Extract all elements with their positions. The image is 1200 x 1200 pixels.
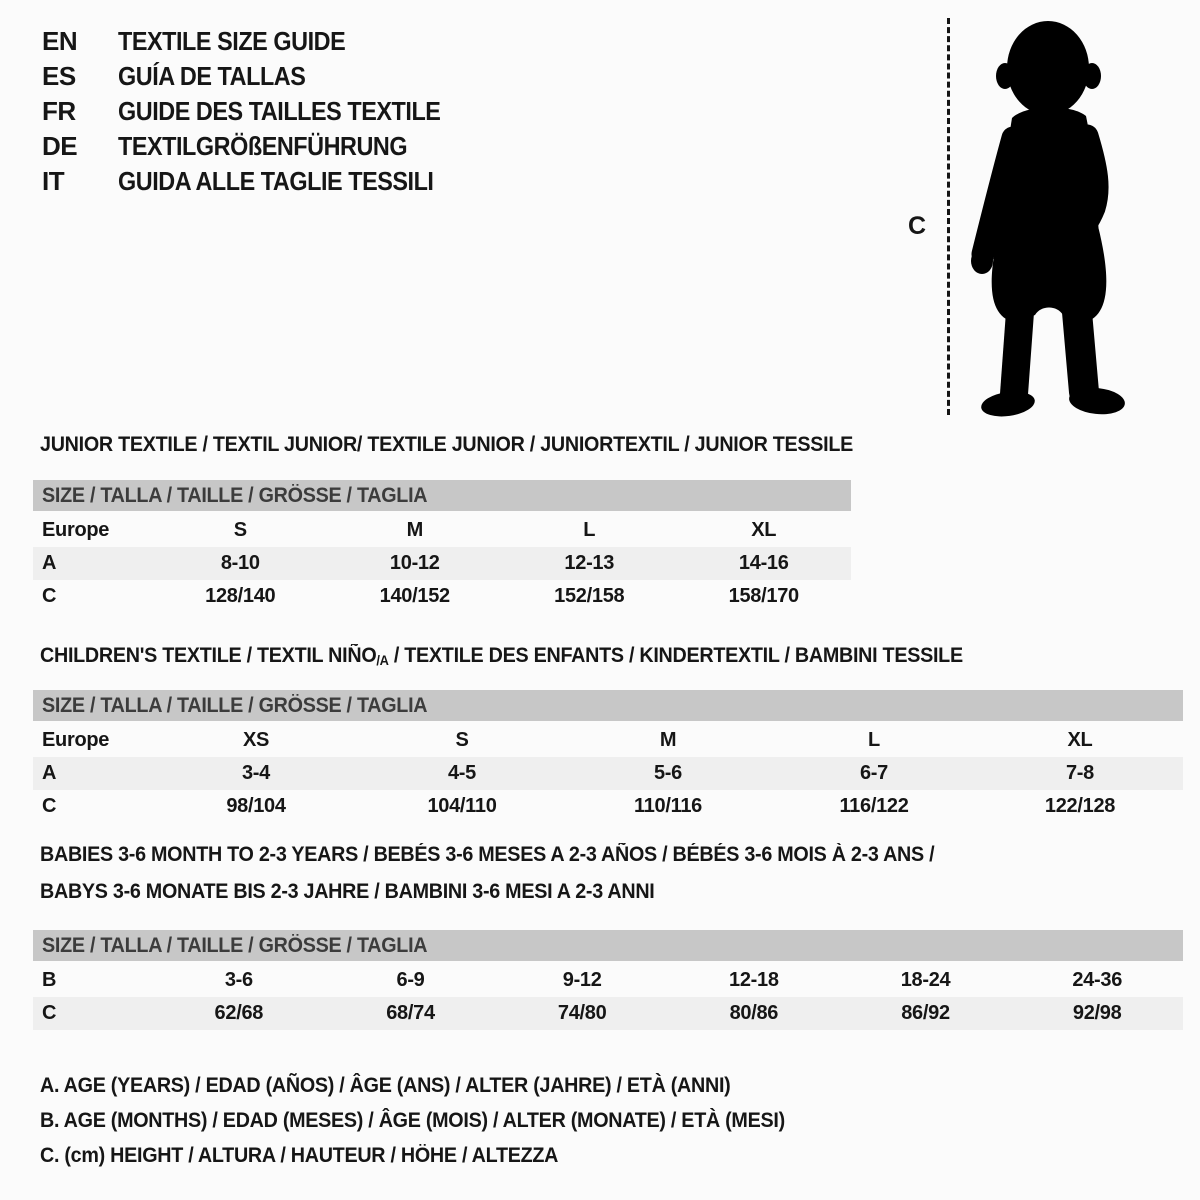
- row-label: A: [42, 762, 57, 784]
- babies-size-table: [33, 930, 1183, 1030]
- lang-code: ES: [42, 61, 76, 91]
- row-label: Europe: [42, 519, 110, 541]
- size-header-label: SIZE / TALLA / TAILLE / GRÖSSE / TAGLIA: [42, 484, 428, 507]
- row-label: B: [42, 969, 57, 991]
- value-cell: 86/92: [901, 1002, 950, 1024]
- table-row: [33, 547, 851, 580]
- value-cell: 7-8: [1065, 762, 1094, 784]
- value-cell: 98/104: [226, 795, 286, 817]
- size-header-label: SIZE / TALLA / TAILLE / GRÖSSE / TAGLIA: [42, 694, 428, 717]
- value-cell: 128/140: [205, 585, 276, 607]
- table-row: [33, 724, 1183, 757]
- row-label: C: [42, 795, 57, 817]
- row-label: A: [42, 552, 57, 574]
- value-cell: 158/170: [728, 585, 799, 607]
- size-cell: M: [659, 729, 677, 751]
- junior-section-title: JUNIOR TEXTILE / TEXTIL JUNIOR/ TEXTILE JUNIOR / JUNIORTEXTIL / JUNIOR TESSILE: [40, 433, 854, 456]
- value-cell: 62/68: [214, 1002, 264, 1024]
- babies-section-title-line2: BABYS 3-6 MONATE BIS 2-3 JAHRE / BAMBINI 3-6 MESI A 2-3 ANNI: [40, 880, 655, 903]
- height-measure-dashed-line: [947, 18, 950, 415]
- value-cell: 3-4: [241, 762, 270, 784]
- value-cell: 24-36: [1072, 969, 1123, 991]
- lang-code: FR: [42, 96, 76, 126]
- legend-age-years: A. AGE (YEARS) / EDAD (AÑOS) / ÂGE (ANS) / ALTER (JAHRE) / ETÀ (ANNI): [40, 1074, 731, 1097]
- size-cell: XL: [751, 519, 777, 541]
- value-cell: 3-6: [224, 969, 253, 991]
- value-cell: 8-10: [220, 552, 260, 574]
- table-row: [33, 514, 851, 547]
- size-cell: L: [868, 729, 880, 751]
- table-row: [33, 580, 851, 613]
- lang-title: TEXTILGRÖßENFÜHRUNG: [118, 131, 408, 161]
- table-row: [33, 790, 1183, 823]
- row-label: C: [42, 585, 57, 607]
- size-cell: XS: [242, 729, 270, 751]
- lang-row-it: [42, 164, 476, 199]
- babies-section-title-line1: BABIES 3-6 MONTH TO 2-3 YEARS / BEBÉS 3-6 MESES A 2-3 AÑOS / BÉBÉS 3-6 MOIS À 2-3 ANS /: [40, 843, 935, 866]
- language-title-block: [42, 24, 476, 199]
- babies-size-header: [33, 930, 1183, 961]
- lang-code: IT: [42, 166, 65, 196]
- size-cell: M: [406, 519, 423, 541]
- height-measure-label: C: [908, 212, 927, 240]
- lang-title: TEXTILE SIZE GUIDE: [118, 26, 346, 56]
- toddler-silhouette-icon: [956, 14, 1141, 419]
- lang-row-en: [42, 24, 476, 59]
- size-cell: XL: [1067, 729, 1093, 751]
- children-title-post: / TEXTILE DES ENFANTS / KINDERTEXTIL / BAMBINI TESSILE: [388, 644, 963, 667]
- value-cell: 92/98: [1072, 1002, 1122, 1024]
- value-cell: 110/116: [634, 795, 702, 817]
- lang-title: GUIDA ALLE TAGLIE TESSILI: [118, 166, 434, 196]
- value-cell: 9-12: [562, 969, 602, 991]
- lang-title: GUÍA DE TALLAS: [118, 61, 306, 91]
- row-label: Europe: [42, 729, 110, 751]
- lang-code: DE: [42, 131, 78, 161]
- value-cell: 80/86: [729, 1002, 779, 1024]
- value-cell: 140/152: [379, 585, 450, 607]
- lang-row-es: [42, 59, 476, 94]
- legend-height-cm: C. (cm) HEIGHT / ALTURA / HAUTEUR / HÖHE / ALTEZZA: [40, 1144, 559, 1167]
- value-cell: 6-9: [396, 969, 425, 991]
- children-section-title: [40, 644, 963, 668]
- value-cell: 14-16: [738, 552, 789, 574]
- value-cell: 10-12: [389, 552, 440, 574]
- value-cell: 122/128: [1044, 795, 1116, 817]
- value-cell: 12-13: [564, 552, 615, 574]
- value-cell: 68/74: [386, 1002, 435, 1024]
- row-label: C: [42, 1002, 57, 1024]
- size-cell: S: [233, 519, 247, 541]
- children-title-sub: /A: [376, 653, 389, 668]
- junior-size-table: [33, 480, 851, 613]
- children-title-pre: CHILDREN'S TEXTILE / TEXTIL NIÑO: [40, 644, 377, 667]
- size-cell: S: [455, 729, 469, 751]
- table-row: [33, 964, 1183, 997]
- value-cell: 4-5: [447, 762, 476, 784]
- value-cell: 18-24: [900, 969, 951, 991]
- table-row: [33, 997, 1183, 1030]
- lang-row-fr: [42, 94, 476, 129]
- lang-row-de: [42, 129, 476, 164]
- measurement-legend: [40, 1068, 832, 1173]
- size-cell: L: [583, 519, 596, 541]
- value-cell: 116/122: [839, 795, 909, 817]
- size-header-label: SIZE / TALLA / TAILLE / GRÖSSE / TAGLIA: [42, 934, 428, 957]
- table-row: [33, 757, 1183, 790]
- value-cell: 12-18: [729, 969, 779, 991]
- value-cell: 104/110: [427, 795, 497, 817]
- value-cell: 74/80: [557, 1002, 607, 1024]
- legend-age-months: B. AGE (MONTHS) / EDAD (MESES) / ÂGE (MOIS) / ALTER (MONATE) / ETÀ (MESI): [40, 1109, 785, 1132]
- junior-size-header: [33, 480, 851, 511]
- children-size-table: [33, 690, 1183, 823]
- lang-title: GUIDE DES TAILLES TEXTILE: [118, 96, 441, 126]
- children-size-header: [33, 690, 1183, 721]
- value-cell: 5-6: [653, 762, 682, 784]
- value-cell: 152/158: [554, 585, 625, 607]
- lang-code: EN: [42, 26, 78, 56]
- value-cell: 6-7: [859, 762, 888, 784]
